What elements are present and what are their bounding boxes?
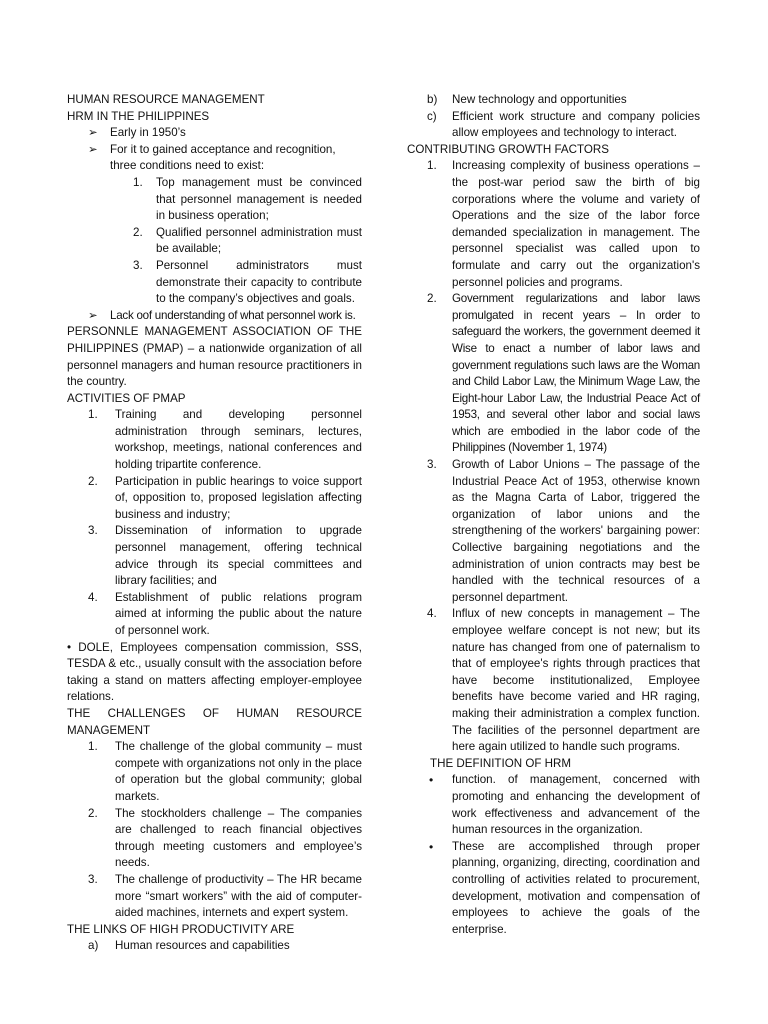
list-number: 3.: [88, 524, 98, 538]
list-item-text: Efficient work structure and company policies allow employees and technology to interact.: [452, 109, 700, 140]
challenges-list: [67, 739, 362, 922]
growth-factors-heading: CONTRIBUTING GROWTH FACTORS: [407, 142, 610, 156]
list-item: [407, 92, 700, 109]
list-item: [67, 308, 362, 325]
list-item: [67, 590, 362, 640]
list-item-text: These are accomplished through proper planning, organizing, directing, coordination and controlling of activities related to procurement, development, motivation and compensation of employees to achieve the goals of the enterprise.: [452, 839, 700, 936]
list-item-text: Personnel administrators must demonstrate their capacity to contribute to the company’s objectives and goals.: [156, 258, 362, 306]
list-item: [407, 109, 700, 142]
hrm-philippines-heading: HRM IN THE PHILIPPINES: [67, 109, 210, 123]
list-item: [67, 872, 362, 922]
list-item-text: Dissemination of information to upgrade personnel management, offering technical advice through its special committees and library facilities; and: [115, 524, 362, 588]
list-number: 3.: [427, 458, 437, 472]
list-item-text: Top management must be convinced that personnel management is needed in business operation;: [156, 175, 362, 223]
links-list-continued: [407, 92, 700, 142]
bullet-dot-icon: •: [429, 839, 434, 854]
links-heading: THE LINKS OF HIGH PRODUCTIVITY ARE: [67, 922, 295, 936]
list-item-text: Lack oof understanding of what personnel work is.: [110, 308, 356, 322]
arrow-bullet-icon: ➢: [88, 308, 98, 322]
list-item-text: Increasing complexity of business operations – the post-war period saw the birth of big corporations where the volume and variety of Operations and the size of the labor force demanded specialization in management. The personnel specialist was called upon to formulate and carry out the organization's personnel policies and programs.: [452, 159, 700, 289]
list-number: 2.: [427, 292, 437, 306]
list-item: [67, 125, 362, 142]
document-title: HUMAN RESOURCE MANAGEMENT: [67, 93, 265, 106]
list-item: [67, 225, 362, 258]
list-item: [67, 258, 362, 308]
definition-heading: THE DEFINITION OF HRM: [430, 756, 572, 770]
list-item-text: New technology and opportunities: [452, 93, 627, 106]
list-item: [407, 158, 700, 291]
list-item: [407, 772, 700, 838]
list-item-text: Human resources and capabilities: [115, 939, 290, 953]
list-number: 1.: [133, 175, 143, 189]
right-column: [407, 92, 700, 938]
list-number: 1.: [427, 159, 437, 173]
list-item: [407, 606, 700, 755]
list-number: 2.: [133, 225, 143, 239]
growth-factors-list: [407, 158, 700, 755]
left-column: [67, 92, 362, 955]
list-number: 2.: [88, 474, 98, 488]
bullet-dot-icon: •: [429, 773, 434, 788]
list-number: 3.: [133, 258, 143, 272]
list-item-text: Growth of Labor Unions – The passage of the Industrial Peace Act of 1953, otherwise known as the Magna Carta of Labor, triggered the organization of labor unions and the strengthening of the workers' bargaining power: Collective bargaining negotiations and the administration of union contracts may best be handled with the technical resources of a personnel department.: [452, 458, 700, 604]
hrm-philippines-list: [67, 125, 362, 175]
list-item: [407, 291, 700, 457]
list-item-text: The challenge of the global community – must compete with organizations not only in the place of operation but the global community; global markets.: [115, 740, 362, 803]
list-letter: a): [88, 939, 99, 953]
list-item-text: Establishment of public relations program aimed at informing the public about the nature of personnel work.: [115, 590, 362, 637]
list-number: 1.: [88, 740, 98, 754]
arrow-bullet-icon: ➢: [88, 126, 98, 140]
dole-paragraph: • DOLE, Employees compensation commission, SSS, TESDA & etc., usually consult with the association before taking a stand on matters affecting employer-employee relations.: [67, 640, 362, 704]
list-item: [67, 806, 362, 872]
list-item: [67, 142, 362, 175]
list-item-text: For it to gained acceptance and recognition, three conditions need to exist:: [110, 142, 336, 173]
list-item-text: Training and developing personnel administration through seminars, lectures, workshop, meetings, national conferences and holding tripartite conference.: [115, 408, 362, 472]
list-item-text: Participation in public hearings to voice support of, opposition to, proposed legislation affecting business and industry;: [115, 474, 362, 521]
list-number: 1.: [88, 408, 98, 422]
list-letter: b): [427, 93, 438, 106]
list-item-text: Government regularizations and labor laws promulgated in recent years – In order to safeguard the workers, the government deemed it Wise to enact a number of labor laws and government regulations such laws are the Woman and Child Labor Law, the Minimum Wage Law, the Eight-hour Labor Law, the Industrial Peace Act of 1953, and several other labor and social laws which are embodied in the labor code of the Philippines (November 1, 1974): [452, 292, 700, 455]
list-number: 2.: [88, 806, 98, 820]
list-item: [407, 839, 700, 939]
arrow-bullet-icon: ➢: [88, 142, 98, 156]
list-item: [67, 407, 362, 473]
list-letter: c): [427, 109, 437, 123]
links-list: [67, 938, 362, 955]
list-number: 4.: [427, 607, 437, 621]
list-item: [67, 175, 362, 225]
activities-list: [67, 407, 362, 639]
hrm-philippines-list-end: [67, 308, 362, 325]
list-item-text: The challenge of productivity – The HR became more “smart workers” with the aid of computer-aided machines, internets and expert system.: [115, 872, 362, 920]
list-item-text: Early in 1950’s: [110, 126, 186, 140]
list-item: [67, 523, 362, 589]
list-item: [67, 474, 362, 524]
definition-list: [407, 772, 700, 938]
list-item-text: Influx of new concepts in management – The employee welfare concept is not new; but its nature has changed from one of paternalism to that of employee's rights through practices that have become institutionalized, Employee benefits have become varied and HR raging, making their administration a complex function. The facilities of the personnel department are here again utilized to handle such programs.: [452, 607, 700, 754]
list-item-text: The stockholders challenge – The companies are challenged to reach financial objectives through meeting customers and employee’s needs.: [115, 806, 362, 870]
list-item: [67, 938, 362, 955]
list-item-text: function. of management, concerned with promoting and enhancing the development of work effectiveness and advancement of the human resources in the organization.: [452, 773, 700, 837]
list-item: [67, 739, 362, 805]
list-item-text: Qualified personnel administration must be available;: [156, 225, 362, 256]
challenges-heading: THE CHALLENGES OF HUMAN RESOURCE MANAGEMENT: [67, 706, 362, 737]
conditions-list: [67, 175, 362, 308]
list-number: 4.: [88, 590, 98, 604]
list-item: [407, 457, 700, 606]
list-number: 3.: [88, 872, 98, 886]
pmap-paragraph: PERSONNLE MANAGEMENT ASSOCIATION OF THE PHILIPPINES (PMAP) – a nationwide organization of all personnel managers and human resource practitioners in the country.: [67, 325, 362, 389]
activities-heading: ACTIVITIES OF PMAP: [67, 391, 186, 405]
